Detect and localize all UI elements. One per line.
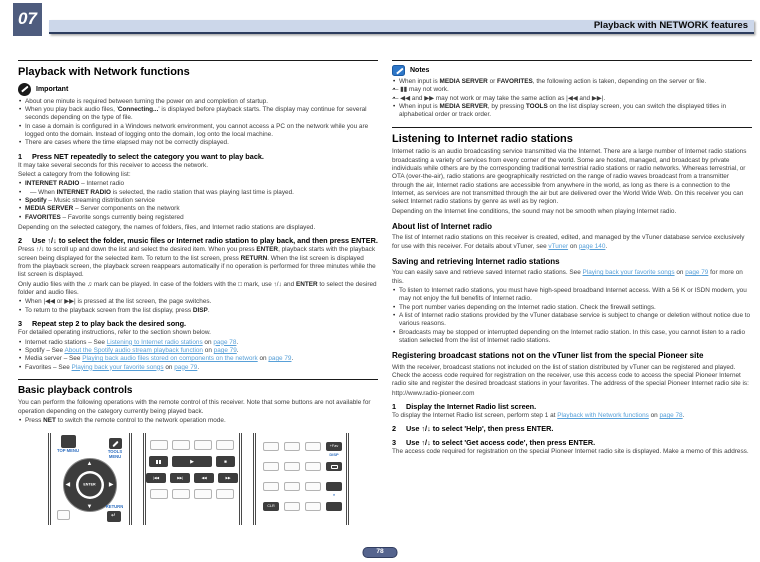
button-row	[146, 440, 239, 450]
paragraph: Only audio files with the ♫ mark can be played. In case of the folders with the □ mark, use ↑/↓ and ENTER to select the desired folder and audio files.	[18, 280, 377, 297]
list-item: • Press NET to switch the remote control to the network operation mode.	[18, 417, 378, 425]
list-item: • To return to the playback screen from the list display, press DISP.	[18, 307, 378, 315]
paragraph: With the receiver, broadcast stations not included on the list of station distributed by vTuner can be registered and played. Check the access code required for registration on the receiver, use this access code to access the special Pioneer Internet radio site and register the desired broadcast stations in your favorites. The address of the special Pioneer Internet radio site is:	[392, 363, 749, 388]
list-item: • Spotify – See About the Spotify audio stream playback function on page 79.	[18, 347, 378, 355]
cross-reference-link[interactable]: Playing back your favorite songs	[582, 269, 675, 277]
list-item: • Internet radio stations – See Listening to Internet radio stations on page 78.	[18, 339, 378, 347]
unlabeled-button	[57, 510, 70, 520]
reference-list	[18, 339, 378, 372]
cross-reference-link[interactable]: Playing back audio files stored on components on the network	[82, 355, 258, 363]
list-item: • Broadcasts may be stopped or interrupted depending on the Internet radio station. In this case, you cannot listen to a radio station selected from the list of Internet radio stations.	[392, 329, 752, 346]
unlabeled-button	[305, 502, 321, 511]
cross-reference-link[interactable]: page 78	[213, 338, 237, 346]
button-row	[146, 456, 239, 467]
step-title: Use ↑/↓ to select the folder, music files or Internet radio station to play back, and then press ENTER.	[32, 236, 378, 246]
list-item: • MEDIA SERVER – Server components on the network	[18, 205, 378, 213]
basic-list	[18, 417, 378, 425]
rewind-button: ◀◀	[194, 473, 214, 483]
step-title: Use ↑/↓ to select 'Help', then press ENTER.	[406, 424, 554, 434]
top-menu-label: TOP MENU	[57, 448, 79, 454]
button-row	[146, 473, 239, 483]
display-button	[326, 462, 342, 471]
step-3: 3 Use ↑/↓ to select 'Get access code', then press ENTER.	[392, 437, 596, 447]
list-item-note: • — ◀◀ and ▶▶ may not work or may take the same action as |◀◀ and ▶▶|.	[392, 95, 752, 103]
important-label: Important	[36, 85, 69, 93]
arrow-left-icon: ◀	[65, 482, 71, 489]
step-1: 1 Display the Internet Radio list screen.	[392, 402, 537, 411]
unlabeled-button	[305, 462, 321, 471]
paragraph: Select a category from the following list:	[18, 171, 131, 179]
step-1: 1 Press NET repeatedly to select the category you want to play back.	[18, 151, 264, 161]
step-title: Repeat step 2 to play back the desired song.	[32, 319, 187, 329]
unlabeled-button	[263, 442, 279, 451]
playback-tips-list	[18, 298, 378, 315]
pause-button	[149, 456, 168, 467]
disp-label: DISP	[329, 452, 339, 458]
paragraph: For detailed operating instructions, refer to the section shown below.	[18, 329, 211, 337]
screen-icon	[331, 465, 338, 469]
unlabeled-button	[194, 489, 212, 499]
unlabeled-button	[216, 489, 234, 499]
step-title: Use ↑/↓ to select 'Get access code', then press ENTER.	[406, 437, 596, 447]
cross-reference-link[interactable]: page 79	[268, 355, 292, 363]
list-item: • When you play back audio files, 'Connecting...' is displayed before playback starts. The display may continue for several seconds depending on the type of file.	[18, 106, 378, 123]
arrow-down-icon: ▼	[86, 503, 93, 510]
section-title-basic-playback: Basic playback controls	[18, 379, 378, 397]
important-header	[18, 83, 378, 96]
list-item: • To listen to Internet radio stations, you must have high-speed broadband Internet access. With a 56 K or ISDN modem, you may not enjoy the full benefits of Internet radio.	[392, 287, 752, 304]
enter-button: ENTER	[78, 474, 101, 497]
notes-label: Notes	[410, 66, 430, 74]
unlabeled-dark-button	[326, 482, 342, 491]
notes-header	[392, 65, 752, 76]
paragraph: You can easily save and retrieve saved Internet radio stations. See Playing back your favorite songs on page 79 for more on this.	[392, 269, 743, 285]
paragraph: Depending on the selected category, the names of folders, files, and Internet radio stations are displayed.	[18, 224, 316, 232]
tools-menu-button	[109, 438, 122, 449]
unlabeled-button	[172, 440, 190, 450]
small-blue-label-icon: ×	[332, 492, 336, 498]
cross-reference-link[interactable]: page 79	[213, 346, 237, 354]
return-button: ↵	[107, 511, 121, 522]
next-track-button: ▶▶|	[170, 473, 190, 483]
list-item: • The port number varies depending on the Internet radio station. Check the firewall settings.	[392, 304, 752, 312]
play-button: ▶	[172, 456, 212, 467]
remote-control-diagram	[18, 433, 378, 525]
list-item-note: • — ▮▮ may not work.	[392, 86, 752, 94]
step-3: 3 Repeat step 2 to play back the desired song.	[18, 319, 187, 329]
numberpad-grid	[256, 433, 346, 511]
step-title: Press NET repeatedly to select the category you want to play back.	[32, 151, 264, 161]
subsection-registering: Registering broadcast stations not on the vTuner list from the special Pioneer site	[392, 351, 704, 361]
button-row	[146, 489, 239, 499]
remote-panel-transport	[143, 433, 242, 525]
previous-track-button: |◀◀	[146, 473, 166, 483]
cross-reference-link[interactable]: page 140	[578, 242, 606, 250]
cross-reference-link[interactable]: About the Spotify audio stream playback function	[64, 346, 203, 354]
paragraph: You can perform the following operations with the remote control of this receiver. Note that some buttons are not available for operation depending on the category currently being played back.	[18, 399, 371, 415]
wrench-icon	[112, 441, 118, 447]
step-title: Display the Internet Radio list screen.	[406, 402, 537, 411]
cross-reference-link[interactable]: page 79	[174, 363, 198, 371]
section-title-internet-radio: Listening to Internet radio stations	[392, 127, 752, 146]
cross-reference-link[interactable]: Listening to Internet radio stations	[106, 338, 203, 346]
list-item: • FAVORITES – Favorite songs currently being registered	[18, 214, 378, 222]
list-item: • A list of Internet radio stations provided by the vTuner database service is subject to change or deletion without notice due to various reasons.	[392, 312, 752, 329]
pioneer-radio-url: http://www.radio-pioneer.com	[392, 389, 475, 397]
left-column	[18, 60, 378, 525]
header-title: Playback with NETWORK features	[593, 19, 748, 31]
unlabeled-button	[305, 442, 321, 451]
paragraph: The access code required for registration on the special Pioneer Internet radio site is displayed. Make a memo of this address.	[392, 447, 749, 455]
page-number-badge	[363, 547, 398, 558]
arrow-right-icon: ▶	[108, 482, 114, 489]
subsection-about-list: About list of Internet radio	[392, 221, 492, 231]
unlabeled-button	[284, 442, 300, 451]
list-item: • There are cases where the time elapsed may not be correctly displayed.	[18, 139, 378, 147]
stop-button: ■	[216, 456, 235, 467]
paragraph: Press ↑/↓ to scroll up and down the list and select the desired item. When you press ENTER, playback starts with the playback screen being displayed for the selected item. To return to the list screen, press RETURN. When the list screen is displayed from the playback screen, the playback screen reappears automatically if no operation is performed for three minutes while the list screen is displayed.	[18, 246, 376, 279]
fast-forward-button: ▶▶	[218, 473, 238, 483]
list-item: • In case a domain is configured in a Windows network environment, you cannot access a PC on the network while you are logged onto the domain. Instead of logging onto the domain, log onto the local machine.	[18, 123, 378, 140]
list-item: • Favorites – See Playing back your favorite songs on page 79.	[18, 364, 378, 372]
step-2: 2 Use ↑/↓ to select the folder, music files or Internet radio station to play back, and then press ENTER.	[18, 236, 378, 246]
unlabeled-button	[150, 440, 168, 450]
chapter-number-badge	[13, 3, 42, 36]
pen-glyph	[21, 86, 29, 93]
list-item: • About one minute is required between turning the power on and completion of startup.	[18, 98, 378, 106]
page-header-bar	[49, 20, 754, 34]
paragraph: To display the Internet Radio list screen, perform step 1 at Playback with Network functions on page 78.	[392, 412, 685, 420]
unlabeled-button	[194, 440, 212, 450]
content-columns	[18, 60, 750, 525]
top-menu-button	[61, 435, 76, 448]
unlabeled-button	[284, 482, 300, 491]
cross-reference-link[interactable]: Playing back your favorite songs	[71, 363, 164, 371]
category-list	[18, 180, 378, 222]
page-number: 78	[376, 548, 384, 556]
paragraph: It may take several seconds for this receiver to access the network.	[18, 161, 209, 169]
saving-list	[392, 287, 752, 345]
remote-panel-navigation	[48, 433, 132, 525]
important-list	[18, 98, 378, 148]
clear-button: CLR	[263, 502, 279, 511]
list-item: • INTERNET RADIO – Internet radio	[18, 180, 378, 188]
list-item: • When input is MEDIA SERVER, by pressing TOOLS on the list display screen, you can switch the displayed titles in alphabetical order or track order.	[392, 103, 752, 120]
tools-menu-label: TOOLS MENU	[107, 449, 123, 459]
paragraph: The list of Internet radio stations on this receiver is created, edited, and managed by the vTuner database service exclusively for use with this receiver. For details about vTuner, see vTuner on page 140.	[392, 234, 745, 250]
cross-reference-link[interactable]: vTuner	[548, 242, 569, 250]
list-item: • Spotify – Music streaming distribution service	[18, 197, 378, 205]
unlabeled-dark-button	[326, 502, 342, 511]
list-item: • When |◀◀ or ▶▶| is pressed at the list screen, the page switches.	[18, 298, 378, 306]
cross-reference-link[interactable]: Playback with Network functions	[557, 412, 649, 420]
notes-icon	[392, 65, 405, 76]
unlabeled-button	[150, 489, 168, 499]
add-favorite-button: +Fav	[326, 442, 342, 451]
list-item: • Media server – See Playing back audio files stored on components on the network on page 79.	[18, 355, 378, 363]
right-column	[392, 60, 752, 525]
unlabeled-button	[284, 462, 300, 471]
cross-reference-link[interactable]: page 78	[659, 412, 683, 420]
cross-reference-link[interactable]: page 79	[685, 269, 709, 277]
paragraph: Internet radio is an audio broadcasting service transmitted via the Internet. There are a large number of Internet radio stations broadcasting a variety of services from every corner of the world. Some are hosted, managed, and broadcast by private individuals while others are by the corresponding traditional terrestrial radio stations or radio networks. Whereas terrestrial, or OTA (over-the-air), radio stations are geographically restricted on the range of radio waves broadcast from a transmitter through the air, Internet radio stations are accessible from anywhere in the world, as long as there is a connection to the Internet, as services are not transmitted through the air but are delivered over the World Wide Web. On this receiver you can select Internet radio stations by genre as well as by region.	[392, 148, 747, 206]
section-title-network-functions: Playback with Network functions	[18, 60, 378, 79]
list-item: • When input is MEDIA SERVER or FAVORITES, the following action is taken, depending on the server or file.	[392, 78, 752, 86]
list-item-note: • — When INTERNET RADIO is selected, the radio station that was playing last time is played.	[18, 189, 378, 197]
unlabeled-button	[263, 482, 279, 491]
remote-panel-numberpad	[253, 433, 349, 525]
step-2: 2 Use ↑/↓ to select 'Help', then press ENTER.	[392, 424, 554, 434]
arrow-up-icon: ▲	[86, 460, 93, 467]
important-icon	[18, 83, 31, 96]
unlabeled-button	[172, 489, 190, 499]
unlabeled-button	[305, 482, 321, 491]
return-label: RETURN	[105, 503, 124, 509]
unlabeled-button	[284, 502, 300, 511]
subsection-saving: Saving and retrieving Internet radio stations	[392, 256, 560, 266]
notes-list	[392, 78, 752, 120]
unlabeled-button	[263, 462, 279, 471]
unlabeled-button	[216, 440, 234, 450]
pencil-glyph	[396, 68, 404, 75]
chapter-number: 07	[18, 9, 37, 29]
paragraph: Depending on the Internet line conditions, the sound may not be smooth when playing Internet radio.	[392, 207, 677, 215]
